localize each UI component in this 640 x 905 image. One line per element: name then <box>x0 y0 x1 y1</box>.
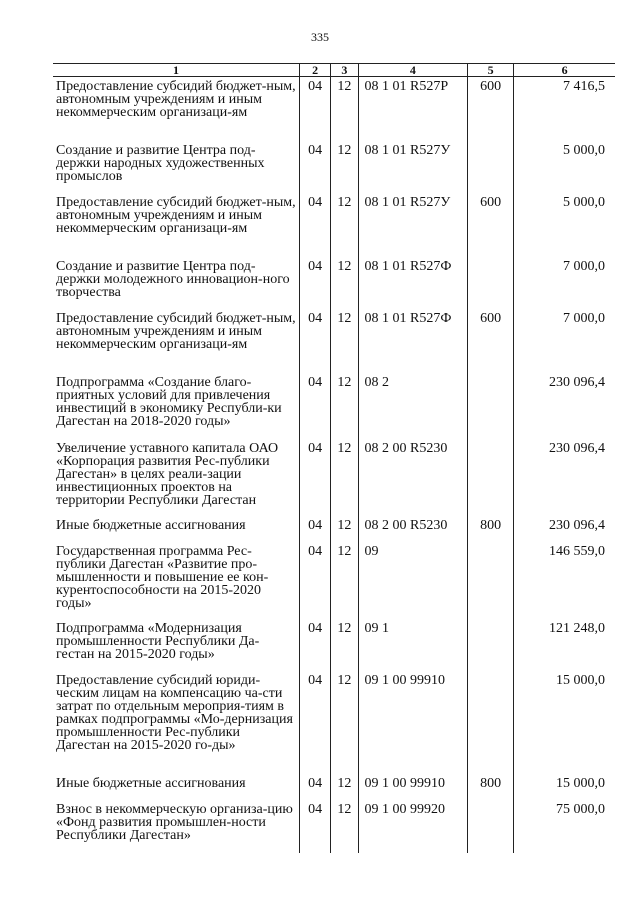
row-target-article: 08 1 01 R527Ф <box>358 257 468 309</box>
header-col-1: 1 <box>53 64 300 77</box>
row-name: Предоставление субсидий юриди-ческим лицам на компенсацию ча-сти затрат по отдельным мероприя-тиям в рамках подпрограммы «Мо-дернизация промышленности Рес-публики Дагестан на 2015-2020 го-ды» <box>53 671 300 774</box>
row-target-article: 08 2 00 R5230 <box>358 439 468 516</box>
row-subsection: 12 <box>331 141 358 193</box>
row-amount: 7 000,0 <box>514 257 615 309</box>
row-subsection: 12 <box>331 800 358 853</box>
row-target-article: 08 2 <box>358 373 468 439</box>
row-expense-type <box>468 542 514 619</box>
row-section: 04 <box>300 619 331 671</box>
table-row <box>53 800 615 853</box>
table-row <box>53 309 615 373</box>
row-expense-type: 600 <box>468 77 514 142</box>
row-amount: 5 000,0 <box>514 193 615 257</box>
table-row <box>53 193 615 257</box>
row-expense-type: 600 <box>468 193 514 257</box>
row-section: 04 <box>300 800 331 853</box>
row-name: Государственная программа Рес-публики Дагестан «Развитие про-мышленности и повышение ее кон-курентоспособности на 2015-2020 годы» <box>53 542 300 619</box>
table-row <box>53 671 615 774</box>
row-subsection: 12 <box>331 257 358 309</box>
row-amount: 15 000,0 <box>514 774 615 800</box>
row-expense-type <box>468 800 514 853</box>
row-section: 04 <box>300 141 331 193</box>
row-section: 04 <box>300 516 331 542</box>
row-target-article: 08 1 01 R527У <box>358 141 468 193</box>
table-row <box>53 141 615 193</box>
row-amount: 7 000,0 <box>514 309 615 373</box>
row-amount: 230 096,4 <box>514 439 615 516</box>
row-amount: 146 559,0 <box>514 542 615 619</box>
row-subsection: 12 <box>331 542 358 619</box>
row-name: Взнос в некоммерческую организа-цию «Фонд развития промышлен-ности Республики Дагестан» <box>53 800 300 853</box>
row-target-article: 08 1 01 R527У <box>358 193 468 257</box>
row-subsection: 12 <box>331 373 358 439</box>
row-name: Создание и развитие Центра под-держки народных художественных промыслов <box>53 141 300 193</box>
row-amount: 7 416,5 <box>514 77 615 142</box>
row-expense-type: 600 <box>468 309 514 373</box>
row-target-article: 09 1 00 99910 <box>358 671 468 774</box>
table-row <box>53 619 615 671</box>
row-subsection: 12 <box>331 439 358 516</box>
row-amount: 230 096,4 <box>514 373 615 439</box>
row-amount: 121 248,0 <box>514 619 615 671</box>
row-name: Увеличение уставного капитала ОАО «Корпорация развития Рес-публики Дагестан» в целях реали-зации инвестиционных проектов на территории Республики Дагестан <box>53 439 300 516</box>
table-row <box>53 516 615 542</box>
row-name: Иные бюджетные ассигнования <box>53 516 300 542</box>
row-name: Предоставление субсидий бюджет-ным, автономным учреждениям и иным некоммерческим организаци-ям <box>53 309 300 373</box>
row-name: Предоставление субсидий бюджет-ным, автономным учреждениям и иным некоммерческим организаци-ям <box>53 193 300 257</box>
row-section: 04 <box>300 257 331 309</box>
row-target-article: 08 1 01 R527Ф <box>358 309 468 373</box>
row-target-article: 08 2 00 R5230 <box>358 516 468 542</box>
header-col-4: 4 <box>358 64 468 77</box>
row-section: 04 <box>300 439 331 516</box>
row-amount: 230 096,4 <box>514 516 615 542</box>
row-expense-type <box>468 141 514 193</box>
row-name: Создание и развитие Центра под-держки молодежного инновацион-ного творчества <box>53 257 300 309</box>
table-row <box>53 774 615 800</box>
header-col-3: 3 <box>331 64 358 77</box>
row-expense-type <box>468 373 514 439</box>
row-name: Иные бюджетные ассигнования <box>53 774 300 800</box>
row-expense-type: 800 <box>468 516 514 542</box>
row-subsection: 12 <box>331 309 358 373</box>
row-name: Предоставление субсидий бюджет-ным, автономным учреждениям и иным некоммерческим организаци-ям <box>53 77 300 142</box>
header-col-6: 6 <box>514 64 615 77</box>
header-row <box>53 64 615 77</box>
row-amount: 15 000,0 <box>514 671 615 774</box>
row-target-article: 09 1 00 99920 <box>358 800 468 853</box>
row-target-article: 09 1 00 99910 <box>358 774 468 800</box>
row-subsection: 12 <box>331 774 358 800</box>
row-expense-type <box>468 257 514 309</box>
row-expense-type <box>468 671 514 774</box>
row-expense-type: 800 <box>468 774 514 800</box>
row-subsection: 12 <box>331 516 358 542</box>
row-name: Подпрограмма «Модернизация промышленности Республики Да-гестан на 2015-2020 годы» <box>53 619 300 671</box>
table-row <box>53 257 615 309</box>
row-section: 04 <box>300 373 331 439</box>
row-expense-type <box>468 619 514 671</box>
table-row <box>53 77 615 142</box>
row-section: 04 <box>300 774 331 800</box>
row-section: 04 <box>300 77 331 142</box>
header-col-2: 2 <box>300 64 331 77</box>
row-section: 04 <box>300 671 331 774</box>
budget-table <box>53 63 615 853</box>
table-row <box>53 542 615 619</box>
row-target-article: 09 <box>358 542 468 619</box>
row-section: 04 <box>300 193 331 257</box>
row-amount: 5 000,0 <box>514 141 615 193</box>
row-amount: 75 000,0 <box>514 800 615 853</box>
row-expense-type <box>468 439 514 516</box>
page-number: 335 <box>311 30 329 44</box>
row-subsection: 12 <box>331 193 358 257</box>
row-target-article: 08 1 01 R527Р <box>358 77 468 142</box>
table-row <box>53 373 615 439</box>
row-subsection: 12 <box>331 77 358 142</box>
header-col-5: 5 <box>468 64 514 77</box>
table-row <box>53 439 615 516</box>
row-subsection: 12 <box>331 671 358 774</box>
row-target-article: 09 1 <box>358 619 468 671</box>
row-name: Подпрограмма «Создание благо-приятных условий для привлечения инвестиций в экономику Республи-ки Дагестан на 2018-2020 годы» <box>53 373 300 439</box>
row-subsection: 12 <box>331 619 358 671</box>
row-section: 04 <box>300 542 331 619</box>
row-section: 04 <box>300 309 331 373</box>
